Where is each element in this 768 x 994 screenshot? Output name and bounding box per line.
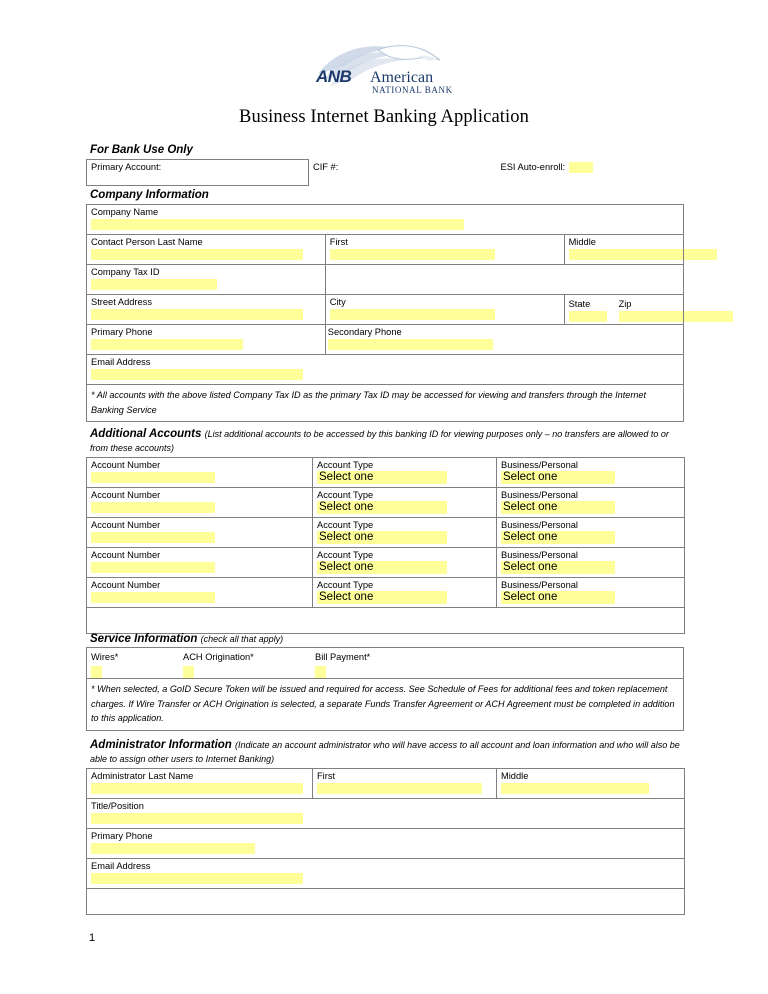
cell-contact-middle-name[interactable] <box>564 235 683 265</box>
ach-origination-label: ACH Origination* <box>183 652 254 663</box>
cell-admin-last-name[interactable] <box>87 768 313 798</box>
primary-phone-input[interactable] <box>91 339 243 350</box>
additional-accounts-heading-note: (List additional accounts to be accessed by this banking ID for viewing purposes only – no transfers are allowed to or from these accounts) <box>90 429 669 454</box>
cell-account-number[interactable] <box>87 577 313 607</box>
zip-input[interactable] <box>619 311 733 322</box>
cell-business-personal[interactable] <box>497 457 685 487</box>
city-input[interactable] <box>330 309 495 320</box>
account-type-select[interactable]: Select one <box>317 501 447 514</box>
service-information-heading-note: (check all that apply) <box>200 634 284 644</box>
table-row <box>87 205 684 235</box>
contact-last-name-input[interactable] <box>91 249 303 260</box>
cell-admin-primary-phone[interactable] <box>87 828 685 858</box>
business-personal-select[interactable]: Select one <box>501 501 615 514</box>
cell-admin-middle-name[interactable] <box>497 768 685 798</box>
business-personal-select[interactable]: Select one <box>501 561 615 574</box>
company-name-input[interactable] <box>91 219 464 230</box>
contact-first-name-input[interactable] <box>330 249 495 260</box>
cell-account-number[interactable] <box>87 547 313 577</box>
bank-use-heading: For Bank Use Only <box>90 144 193 156</box>
street-address-label: Street Address <box>91 297 152 308</box>
account-type-label: Account Type <box>317 489 374 500</box>
cell-tax-id-spacer <box>325 265 683 295</box>
service-option-wires[interactable] <box>87 650 183 678</box>
admin-first-name-input[interactable] <box>317 783 482 794</box>
eagle-icon <box>300 44 468 98</box>
account-number-label: Account Number <box>91 579 161 590</box>
cell-company-tax-id[interactable] <box>87 265 326 295</box>
cell-business-personal[interactable] <box>497 517 685 547</box>
cell-accounts-spacer <box>87 607 685 633</box>
email-address-input[interactable] <box>91 369 303 380</box>
cell-service-footnote <box>87 679 684 731</box>
esi-value-highlight[interactable] <box>569 162 593 173</box>
street-address-input[interactable] <box>91 309 303 320</box>
contact-middle-name-label: Middle <box>568 237 596 248</box>
email-address-label: Email Address <box>91 357 151 368</box>
cell-esi-auto-enroll[interactable] <box>497 160 685 186</box>
account-number-label: Account Number <box>91 459 161 470</box>
logo-american-text: American <box>370 69 434 86</box>
cell-account-type[interactable] <box>313 487 497 517</box>
table-row <box>87 235 684 265</box>
account-number-input[interactable] <box>91 562 215 573</box>
table-row <box>87 355 684 385</box>
account-number-input[interactable] <box>91 472 215 483</box>
table-row <box>87 487 685 517</box>
additional-accounts-heading-text: Additional Accounts <box>90 428 202 440</box>
account-type-label: Account Type <box>317 549 374 560</box>
cell-zip[interactable] <box>613 297 683 323</box>
company-tax-id-input[interactable] <box>91 279 217 290</box>
account-number-input[interactable] <box>91 532 215 543</box>
service-information-table <box>86 647 684 731</box>
bill-payment-checkbox[interactable] <box>315 666 326 678</box>
business-personal-select[interactable]: Select one <box>501 531 615 544</box>
business-personal-label: Business/Personal <box>501 489 578 500</box>
account-type-label: Account Type <box>317 579 374 590</box>
company-footnote: * All accounts with the above listed Company Tax ID as the primary Tax ID may be accessed for viewing and transfers through the Internet Banking Service <box>91 390 646 415</box>
bank-logo <box>0 44 768 103</box>
contact-last-name-label: Contact Person Last Name <box>91 237 203 248</box>
admin-primary-phone-input[interactable] <box>91 843 255 854</box>
admin-middle-name-label: Middle <box>501 770 529 781</box>
primary-phone-label: Primary Phone <box>91 327 153 338</box>
account-number-input[interactable] <box>91 502 215 513</box>
account-number-input[interactable] <box>91 592 215 603</box>
cell-admin-spacer <box>87 888 685 914</box>
section-bank-use-only <box>86 143 684 186</box>
table-row <box>87 768 685 798</box>
service-information-heading-text: Service Information <box>90 633 198 645</box>
account-type-select[interactable]: Select one <box>317 591 447 604</box>
cell-account-type[interactable] <box>313 517 497 547</box>
cell-contact-last-name[interactable] <box>87 235 326 265</box>
primary-account-label: Primary Account: <box>91 162 162 173</box>
table-row <box>87 457 685 487</box>
cell-primary-phone[interactable] <box>87 325 326 355</box>
table-row <box>87 547 685 577</box>
service-information-heading <box>90 632 684 646</box>
cell-company-footnote <box>87 385 684 422</box>
section-service-information <box>86 632 684 731</box>
table-row <box>87 798 685 828</box>
account-type-label: Account Type <box>317 459 374 470</box>
cell-account-number[interactable] <box>87 517 313 547</box>
section-additional-accounts <box>86 427 684 634</box>
administrator-information-table <box>86 768 685 915</box>
cell-street-address[interactable] <box>87 295 326 325</box>
business-personal-label: Business/Personal <box>501 579 578 590</box>
table-row-spacer <box>87 888 685 914</box>
cell-account-type[interactable] <box>313 457 497 487</box>
cell-admin-first-name[interactable] <box>313 768 497 798</box>
wires-label: Wires* <box>91 652 119 663</box>
table-row <box>87 858 685 888</box>
cell-admin-title-position[interactable] <box>87 798 685 828</box>
table-row <box>87 325 684 355</box>
table-row <box>87 828 685 858</box>
business-personal-label: Business/Personal <box>501 519 578 530</box>
wires-checkbox[interactable] <box>91 666 102 678</box>
admin-last-name-label: Administrator Last Name <box>91 770 194 781</box>
cell-email-address[interactable] <box>87 355 684 385</box>
admin-title-position-label: Title/Position <box>91 800 144 811</box>
cell-account-number[interactable] <box>87 487 313 517</box>
esi-label: ESI Auto-enroll: <box>501 162 685 173</box>
service-option-bill-payment[interactable] <box>315 650 683 678</box>
admin-middle-name-input[interactable] <box>501 783 649 794</box>
table-row <box>87 385 684 422</box>
admin-last-name-input[interactable] <box>91 783 303 794</box>
table-row <box>87 160 685 186</box>
bill-payment-label: Bill Payment* <box>315 652 371 663</box>
admin-email-address-input[interactable] <box>91 873 303 884</box>
page-number: 1 <box>89 932 96 944</box>
ach-origination-checkbox[interactable] <box>183 666 194 678</box>
administrator-information-heading-text: Administrator Information <box>90 739 232 751</box>
service-option-ach-origination[interactable] <box>183 650 315 678</box>
cell-secondary-phone[interactable] <box>325 325 683 355</box>
administrator-information-heading-note: (Indicate an account administrator who will have access to all account and loan information and who will also be able to assign other users to Internet Banking) <box>90 740 680 765</box>
account-number-label: Account Number <box>91 549 161 560</box>
table-row <box>87 679 684 731</box>
account-type-label: Account Type <box>317 519 374 530</box>
bank-use-table <box>86 159 685 186</box>
cell-account-type[interactable] <box>313 577 497 607</box>
cell-primary-account[interactable] <box>87 160 309 186</box>
cell-service-options <box>87 648 684 679</box>
company-information-table <box>86 204 684 422</box>
zip-label: Zip <box>618 299 632 310</box>
logo-national-bank-text: NATIONAL BANK <box>372 85 453 95</box>
secondary-phone-label: Secondary Phone <box>327 327 402 338</box>
table-row <box>87 648 684 679</box>
company-tax-id-label: Company Tax ID <box>91 267 160 278</box>
business-personal-select[interactable]: Select one <box>501 591 615 604</box>
state-label: State <box>568 299 591 310</box>
cif-label: CIF #: <box>313 161 339 172</box>
table-row <box>87 577 685 607</box>
account-number-label: Account Number <box>91 519 161 530</box>
section-company-information <box>86 188 684 422</box>
admin-primary-phone-label: Primary Phone <box>91 830 153 841</box>
cell-admin-email-address[interactable] <box>87 858 685 888</box>
business-personal-label: Business/Personal <box>501 459 578 470</box>
cell-company-name[interactable] <box>87 205 684 235</box>
account-type-select[interactable]: Select one <box>317 561 447 574</box>
admin-first-name-label: First <box>317 770 336 781</box>
cell-account-type[interactable] <box>313 547 497 577</box>
contact-middle-name-input[interactable] <box>569 249 717 260</box>
admin-email-address-label: Email Address <box>91 860 151 871</box>
cell-state-zip <box>564 295 683 325</box>
service-footnote: * When selected, a GoID Secure Token will be issued and required for access. See Schedule of Fees for additional fees and token replacement charges. If Wire Transfer or ACH Origination is selected, a separate Funds Transfer Agreement or ACH Agreement must be completed in addition to this application. <box>91 684 675 724</box>
cell-account-number[interactable] <box>87 457 313 487</box>
table-row <box>87 295 684 325</box>
section-administrator-information <box>86 738 684 915</box>
additional-accounts-heading <box>90 427 684 456</box>
cell-business-personal[interactable] <box>497 487 685 517</box>
account-number-label: Account Number <box>91 489 161 500</box>
page-title: Business Internet Banking Application <box>239 107 529 127</box>
cell-state[interactable] <box>565 297 613 323</box>
table-row <box>87 265 684 295</box>
company-information-heading: Company Information <box>90 189 209 201</box>
cell-business-personal[interactable] <box>497 577 685 607</box>
cell-business-personal[interactable] <box>497 547 685 577</box>
business-personal-label: Business/Personal <box>501 549 578 560</box>
account-type-select[interactable]: Select one <box>317 531 447 544</box>
table-row-spacer <box>87 607 685 633</box>
admin-title-position-input[interactable] <box>91 813 303 824</box>
contact-first-name-label: First <box>329 237 348 248</box>
company-name-label: Company Name <box>91 207 159 218</box>
state-input[interactable] <box>569 311 607 322</box>
secondary-phone-input[interactable] <box>328 339 493 350</box>
logo-anb-text: ANB <box>316 67 352 86</box>
cell-contact-first-name[interactable] <box>325 235 564 265</box>
table-row <box>87 517 685 547</box>
administrator-information-heading <box>90 738 684 767</box>
cell-city[interactable] <box>325 295 564 325</box>
additional-accounts-table <box>86 457 685 634</box>
account-type-select[interactable]: Select one <box>317 471 447 484</box>
business-personal-select[interactable]: Select one <box>501 471 615 484</box>
cell-cif[interactable] <box>309 160 497 186</box>
city-label: City <box>329 297 346 308</box>
